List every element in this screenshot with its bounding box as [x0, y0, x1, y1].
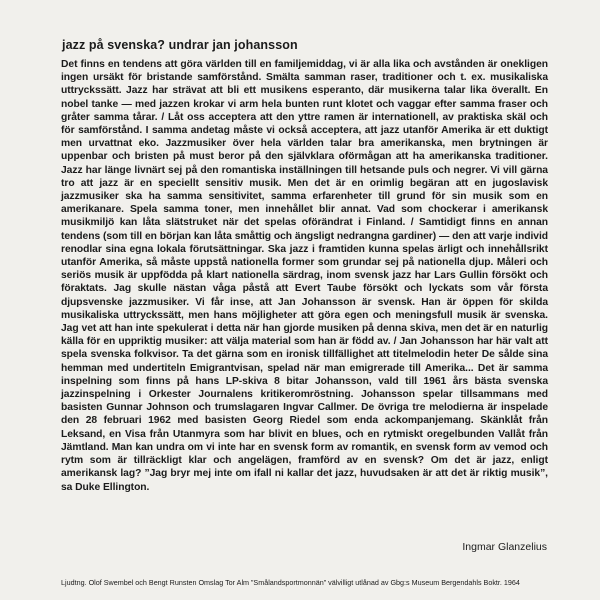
author-signature: Ingmar Glanzelius: [462, 541, 547, 553]
article-body: Det finns en tendens att göra världen till en familjemiddag, vi är alla lika och avstånden är onekligen ingen ursäkt för bristande samförstånd. Smälta samman raser, traditioner och t. ex. musikaliska uttryckssätt. Jazz har strävat att bli ett musikens esperanto, där musikerna talar lika överallt. En nobel tanke — med jazzen krokar vi arm hela bunten runt klotet och vaggar efter samma fraser och gråter samma tårar. / Låt oss acceptera att den yttre ramen är internationell, av praktiska skäl och för samförstånd. I samma andetag måste vi också acceptera, att jazz utanför Amerika är ett duktigt men urvattnat eko. Jazzmusiker över hela världen talar bra amerikanska, men brytningen är uppenbar och bristen på must beror på den självklara oförmågan att ha amerikanska traditioner. Jazz har länge livnärt sej på den romantiska inställningen till hetsande puls och negrer. Vi vill gärna tro att jazz är en speciellt sensitiv musik. Men det är en orimlig begäran att en jugoslavisk jazzmusiker ska ha samma sensitivitet, samma erfarenheter till grund för sin musik som en amerikanare. Spela samma toner, men innehållet blir annat. Vad som chockerar i amerikansk musikmiljö kan låta slätstruket när det spelas oförändrat i Finland. / Samtidigt finns en annan tendens (som till en början kan låta småttig och ängsligt nedrangna gardiner) — den att varje individ renodlar sina egna lokala förutsättningar. Ska jazz i framtiden kunna spelas ärligt och innehållsrikt utanför Amerika, så måste uppstå nationella former som grundar sej på nationella djup. Måleri och seriös musik är uppfödda på klart nationella särdrag, inom svensk jazz har Lars Gullin försökt och föraktats. Jag skulle nästan våga påstå att Evert Taube försökt och lyckats som vår första djupsvenske jazzmusiker. Vi får inse, att Jan Johansson är svensk. Han är öppen för skilda musikaliska uttryckssätt, men hans möjligheter att göra egen och meningsfull musik är svenska. Jag vet att han inte spekulerat i detta när han gjorde musiken på denna skiva, men det är en naturlig källa för en uppriktig musiker: att välja material som han är född av. / Jan Johansson har här valt att spela svenska folkvisor. Ta det gärna som en ironisk tillfällighet att titelmelodin heter De sålde sina hemman med undertiteln Emigrantvisan, spelad när man emigrerade till Amerika... Det är samma inspelning som finns på hans LP-skiva 8 bitar Johansson, vald till 1961 års bästa svenska jazzinspelning i Orkester Journalens kritikeromröstning. Johansson spelar tillsammans med basisten Gunnar Johnson och trumslagaren Ingvar Callmer. De övriga tre melodierna är inspelade den 28 februari 1962 med basisten Georg Riedel som enda ackompanjemang. Skänklåt från Leksand, en Visa från Utanmyra som har blivit en blues, och en rytmiskt oregelbunden Vallåt från Jämtland. Man kan undra om vi inte har en svensk form av romantik, en svensk form av vemod och rytm som är tillräckligt klar och angelägen, framförd av en svensk? Om det är jazz, enligt amerikansk lag? ”Jag bryr mej inte om ifall ni kallar det jazz, huvudsaken är att det är riktig musik”, sa Duke Ellington.: [61, 59, 548, 493]
production-credits: Ljudtng. Olof Swembel och Bengt Runsten Omslag Tor Alm ”Smålandsportmonnän” välvilligt utlånad av Gbg:s Museum Bergendahls Boktr. 1964: [61, 578, 520, 587]
article-title: jazz på svenska? undrar jan johansson: [62, 38, 298, 52]
